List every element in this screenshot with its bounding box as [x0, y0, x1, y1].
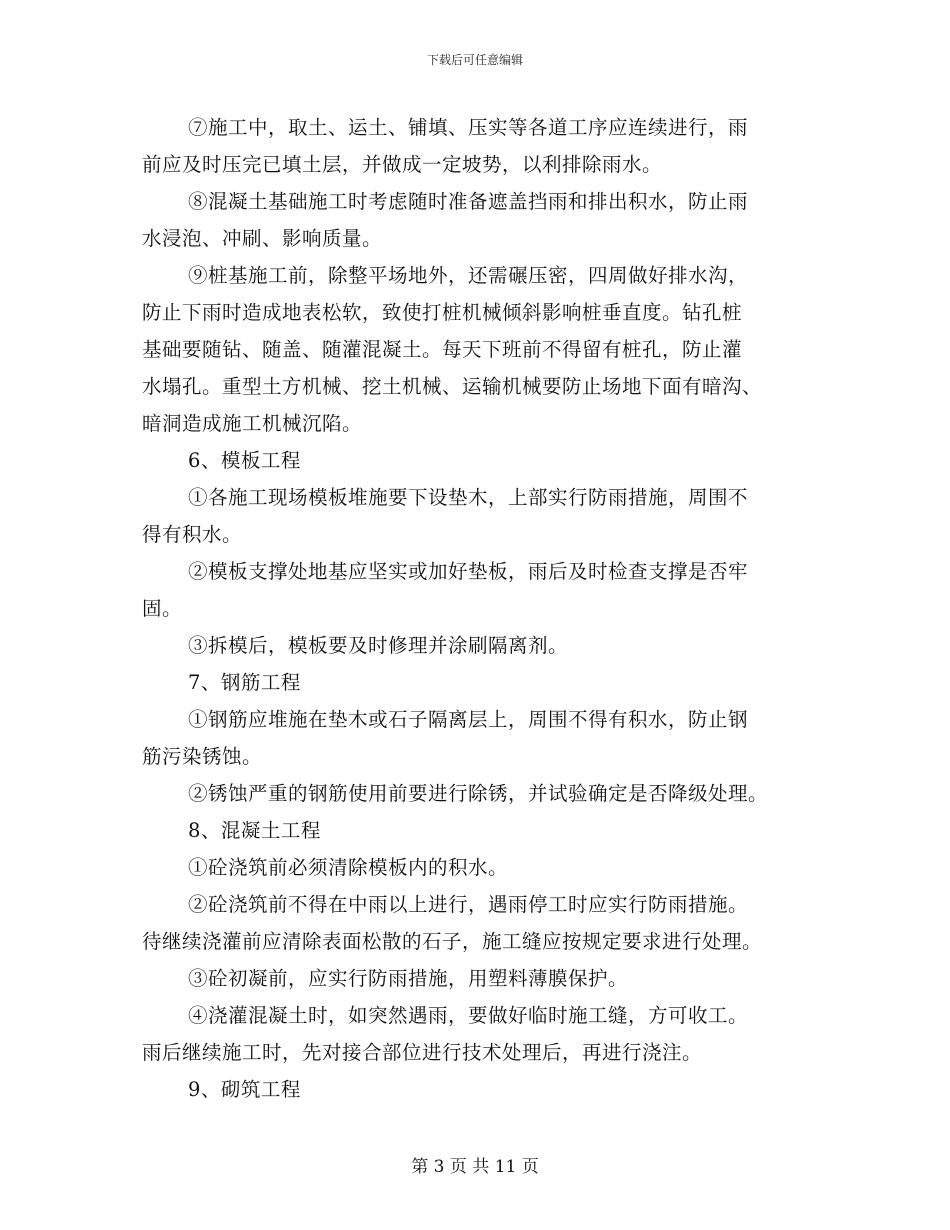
- text-line: ②砼浇筑前不得在中雨以上进行，遇雨停工时应实行防雨措施。: [188, 893, 749, 916]
- text-line: 暗洞造成施工机械沉陷。: [142, 412, 363, 435]
- text-line: ⑧混凝土基础施工时考虑随时准备遮盖挡雨和排出积水，防止雨: [188, 190, 749, 213]
- text-line: ②锈蚀严重的钢筋使用前要进行除锈，并试验确定是否降级处理。: [188, 782, 769, 805]
- text-line: 8、混凝土工程: [188, 819, 321, 842]
- text-line: ③拆模后，模板要及时修理并涂刷隔离剂。: [188, 634, 569, 657]
- text-line: ③砼初凝前，应实行防雨措施，用塑料薄膜保护。: [188, 967, 629, 990]
- text-line: 6、模板工程: [188, 449, 301, 472]
- text-line: 基础要随钻、随盖、随灌混凝土。每天下班前不得留有桩孔，防止灌: [142, 338, 743, 361]
- text-line: 筋污染锈蚀。: [142, 745, 263, 768]
- text-line: 待继续浇灌前应清除表面松散的石子，施工缝应按规定要求进行处理。: [142, 930, 763, 953]
- text-line: 雨后继续施工时，先对接合部位进行技术处理后，再进行浇注。: [142, 1041, 703, 1064]
- document-body: [142, 109, 812, 1108]
- text-line: ①钢筋应堆施在垫木或石子隔离层上，周围不得有积水，防止钢: [188, 708, 749, 731]
- text-line: 水塌孔。重型土方机械、挖土机械、运输机械要防止场地下面有暗沟、: [142, 375, 763, 398]
- text-line: ①砼浇筑前必须清除模板内的积水。: [188, 856, 509, 879]
- text-line: 9、砌筑工程: [188, 1078, 301, 1101]
- page-footer: 第 3 页 共 11 页: [411, 1157, 539, 1177]
- text-line: 固。: [142, 597, 183, 620]
- text-line: ⑨桩基施工前，除整平场地外，还需碾压密，四周做好排水沟，: [188, 264, 749, 287]
- text-line: 得有积水。: [142, 523, 243, 546]
- text-line: 前应及时压完已填土层，并做成一定坡势，以利排除雨水。: [142, 153, 663, 176]
- page-header: 下载后可任意编辑: [426, 53, 523, 67]
- text-line: 水浸泡、冲刷、影响质量。: [142, 227, 383, 250]
- text-line: 防止下雨时造成地表松软，致使打桩机械倾斜影响桩垂直度。钻孔桩: [142, 301, 743, 324]
- text-line: 7、钢筋工程: [188, 671, 301, 694]
- text-line: ⑦施工中，取土、运土、铺填、压实等各道工序应连续进行，雨: [188, 116, 749, 139]
- text-line: ①各施工现场模板堆施要下设垫木，上部实行防雨措施，周围不: [188, 486, 749, 509]
- text-line: ④浇灌混凝土时，如突然遇雨，要做好临时施工缝，方可收工。: [188, 1004, 749, 1027]
- text-line: ②模板支撑处地基应坚实或加好垫板，雨后及时检查支撑是否牢: [188, 560, 749, 583]
